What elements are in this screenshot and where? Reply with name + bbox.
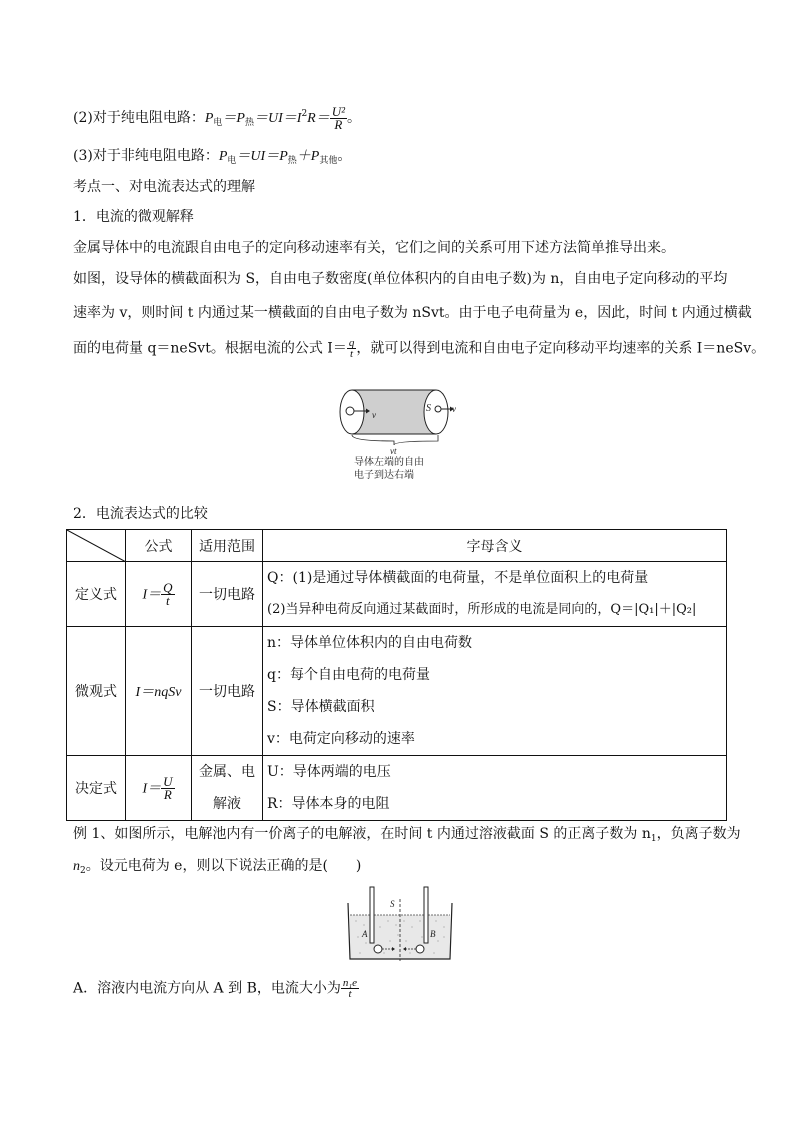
formula-line-pure-resistance: (2)对于纯电阻电路：$P_电=P_热=UI=I^2R=$ $\frac{\text{U²}}{R}$ 。: [73, 103, 362, 132]
section-heading-micro: 1．电流的微观解释: [73, 209, 194, 225]
table-row: [67, 756, 727, 821]
paragraph-line: 面的电荷量 q＝neSvt。根据电流的公式 I＝ $\frac{q}{t}$ ，就可以得到电流和自由电子定向移动平均速率的关系 I＝neSv。: [73, 337, 766, 360]
section-heading-topic1: 考点一、对电流表达式的理解: [73, 179, 255, 195]
table-row: [67, 627, 727, 756]
current-expression-table: [66, 529, 727, 821]
row-formula: I＝ $\frac{U}{R}$: [126, 756, 192, 821]
caption-line1: 导体左端的自由: [354, 457, 424, 468]
electron-left: [346, 407, 354, 415]
section-heading-compare: 2．电流表达式的比较: [73, 506, 208, 522]
row-scope: 一切电路: [192, 627, 263, 756]
row-name: 定义式: [67, 562, 126, 627]
formula-line-non-pure-resistance: (3)对于非纯电阻电路：$P_电=UI=P_热+P_{其他}$。: [73, 148, 352, 166]
table-row: [67, 562, 727, 627]
label-B: B: [430, 929, 436, 939]
row-meaning: U：导体两端的电压 R：导体本身的电阻: [263, 756, 727, 821]
option-a: A．溶液内电流方向从 A 到 B，电流大小为 $\frac{\text{n₁e}}{t}$: [73, 977, 358, 1000]
label-S: S: [390, 899, 395, 909]
example-line: 例 1、如图所示，电解池内有一价离子的电解液，在时间 t 内通过溶液截面 S 的正离子数为 $n_1$，负离子数为: [73, 826, 741, 844]
label-v-outer: v: [452, 404, 456, 414]
row-name: 微观式: [67, 627, 126, 756]
row-name: 决定式: [67, 756, 126, 821]
header-scope: 适用范围: [192, 530, 263, 562]
header-meaning: 字母含义: [263, 530, 727, 562]
electrolytic-cell-figure: [340, 885, 460, 965]
paragraph-line: 金属导体中的电流跟自由电子的定向移动速率有关，它们之间的关系可用下述方法简单推导出来。: [73, 240, 675, 256]
row-formula: I＝ $\frac{Q}{t}$: [126, 562, 192, 627]
table-header-row: [67, 530, 727, 562]
row-formula: I＝nqSv: [126, 627, 192, 756]
label-v-inner: v: [372, 410, 376, 420]
row-scope: 一切电路: [192, 562, 263, 627]
paragraph-line: 速率为 v，则时间 t 内通过某一横截面的自由电子数为 nSvt。由于电子电荷量为 e，因此，时间 t 内通过横截: [73, 305, 752, 321]
ion-positive: [374, 945, 382, 953]
row-scope: 金属、电 解液: [192, 756, 263, 821]
label-A: A: [362, 929, 368, 939]
electron-right: [435, 406, 441, 412]
conductor-cylinder-figure: [330, 385, 470, 485]
label-S: S: [426, 403, 431, 414]
ion-negative: [416, 945, 424, 953]
example-line: $n_2$。设元电荷为 e，则以下说法正确的是( ): [73, 858, 362, 876]
paragraph-line: 如图，设导体的横截面积为 S，自由电子数密度(单位体积内的自由电子数)为 n，自由电子定向移动的平均: [73, 271, 728, 287]
header-diagonal-cell: [67, 530, 126, 562]
caption-line2: 电子到达右端: [354, 470, 414, 481]
row-meaning: n：导体单位体积内的自由电荷数 q：每个自由电荷的电荷量 S：导体横截面积 v：电荷定向移动的速率: [263, 627, 727, 756]
row-meaning: Q：(1)是通过导体横截面的电荷量，不是单位面积上的电荷量 (2)当异种电荷反向通过某截面时，所形成的电流是同向的，Q＝|Q₁|＋|Q₂|: [263, 562, 727, 627]
label-vt: vt: [390, 446, 397, 456]
header-formula: 公式: [126, 530, 192, 562]
